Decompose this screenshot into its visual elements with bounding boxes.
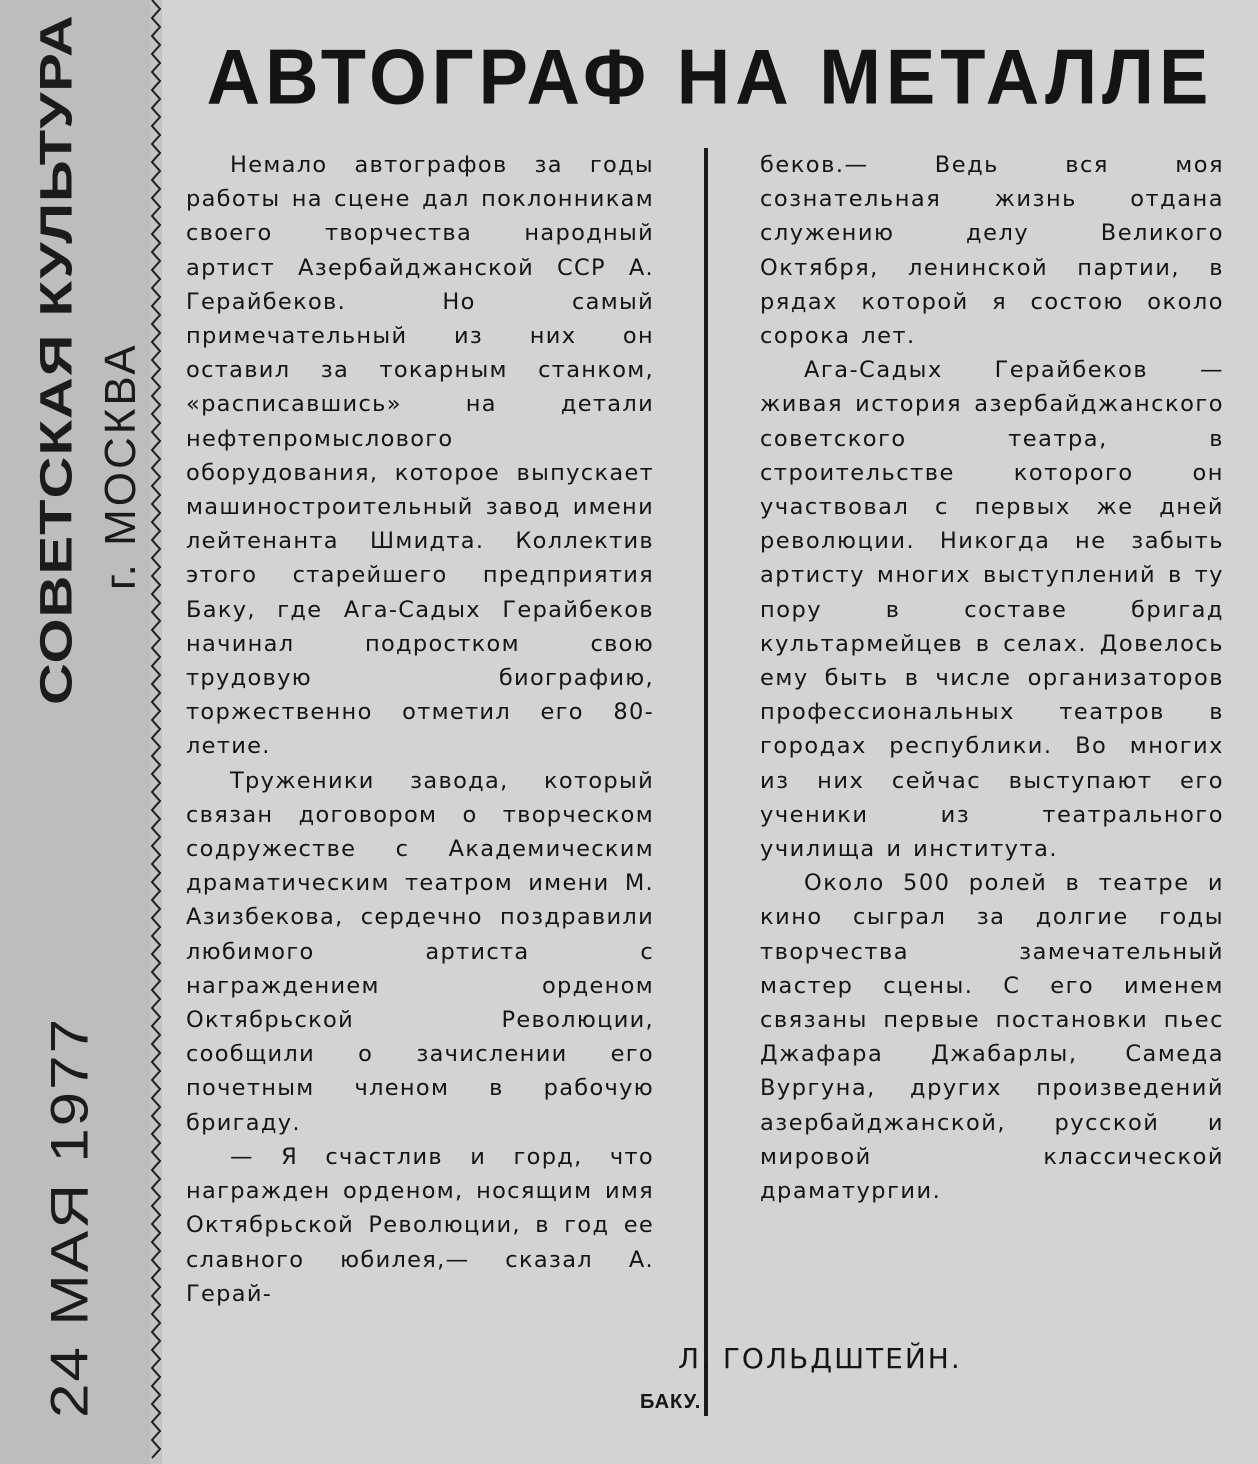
- stamp-city: г. МОСКВА: [96, 342, 145, 590]
- article-clipping: [162, 0, 1258, 1464]
- article-author: Л. ГОЛЬДШТЕЙН.: [678, 1342, 962, 1375]
- stamp-date: 24 МАЯ 1977: [40, 1016, 100, 1418]
- article-paragraph: Ага-Садых Герайбеков — живая история азербайджанского советского театра, в строительстве которого он участвовал с первых же дней революции. Никогда не забыть артисту многих выступлений в ту пору в составе бригад культармейцев в селах. Довелось ему быть в числе организаторов профессиональных театров в городах республики. Во многих из них сейчас выступают его ученики из театрального училища и института.: [760, 357, 1224, 863]
- article-paragraph: Труженики завода, который связан договором о творческом содружестве с Академическим драматическим театром имени М. Азизбекова, сердечно поздравили любимого артиста с награждением орденом Октябрьской Революции, сообщили о зачислении его почетным членом в рабочую бригаду.: [186, 767, 654, 1136]
- article-paragraph: беков.— Ведь вся моя сознательная жизнь отдана служению делу Великого Октября, ленинской партии, в рядах которой я состою около сорока лет.: [760, 152, 1224, 350]
- column-divider: [704, 148, 708, 1416]
- article-paragraph: Около 500 ролей в театре и кино сыграл за долгие годы творчества замечательный мастер сцены. С его именем связаны первые постановки пьес Джафара Джабарлы, Самеда Вургуна, других произведений азербайджанской, русской и мировой классической драматургии.: [760, 870, 1224, 1205]
- article-paragraph: — Я счастлив и горд, что награжден орденом, носящим имя Октябрьской Революции, в год ее славного юбилея,— сказал А. Герай-: [186, 1143, 654, 1307]
- clipping-service-stamp: [0, 0, 150, 1464]
- stamp-newspaper-name: СОВЕТСКАЯ КУЛЬТУРА: [30, 14, 82, 705]
- article-column-left: [186, 148, 654, 1311]
- article-dateline: БАКУ.: [640, 1391, 702, 1413]
- article-headline: АВТОГРАФ НА МЕТАЛЛЕ: [206, 32, 1214, 121]
- article-paragraph: Немало автографов за годы работы на сцене дал поклонникам своего творчества народный артист Азербайджанской ССР А. Герайбеков. Но самый примечательный из них он оставил за токарным станком, «расписавшись» на детали нефтепромыслового оборудования, которое выпускает машиностроительный завод имени лейтенанта Шмидта. Коллектив этого старейшего предприятия Баку, где Ага-Садых Герайбеков начинал подростком свою трудовую биографию, торжественно отметил его 80-летие.: [186, 152, 654, 760]
- article-column-right: [760, 148, 1224, 1208]
